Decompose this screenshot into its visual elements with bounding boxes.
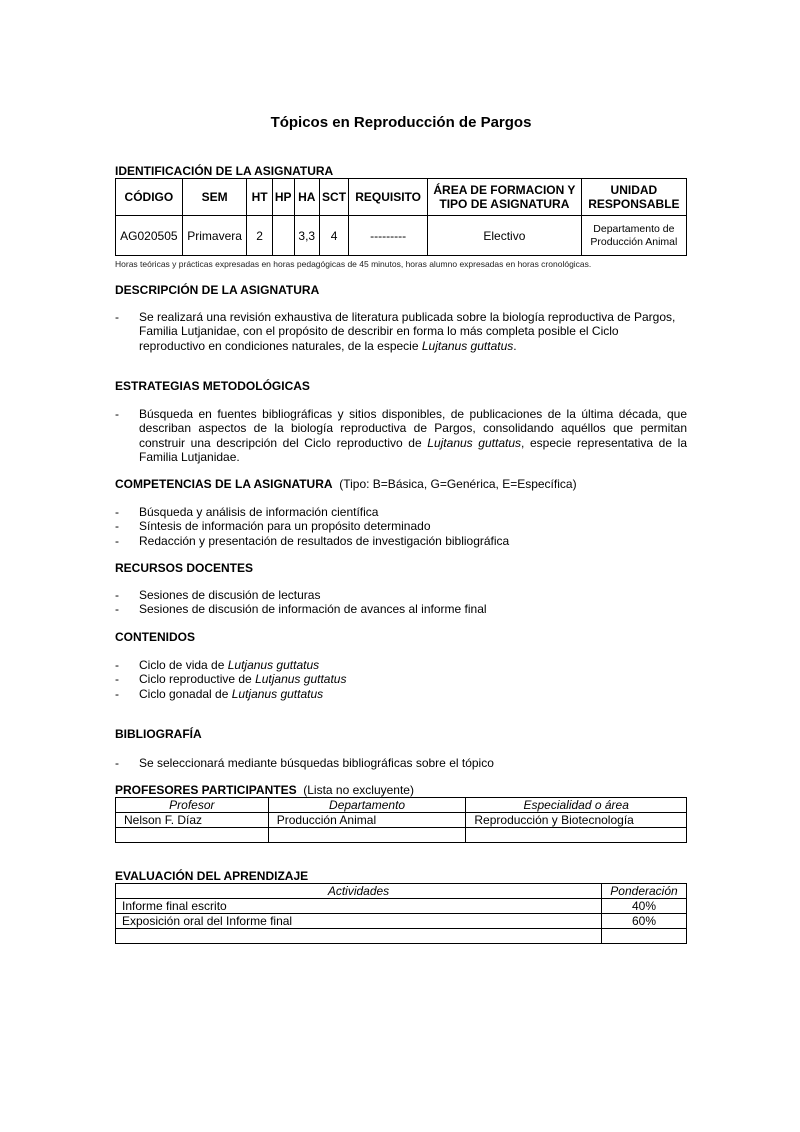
contenido-text: Ciclo gonadal de xyxy=(139,686,232,701)
dash-bullet: - xyxy=(115,658,119,672)
cell-profesor xyxy=(116,828,269,843)
cell-profesor: Nelson F. Díaz xyxy=(116,813,269,828)
table-row xyxy=(116,899,687,914)
bibliografia-heading: BIBLIOGRAFÍA xyxy=(115,727,202,741)
descripcion-end: . xyxy=(513,338,517,353)
descripcion-heading: DESCRIPCIÓN DE LA ASIGNATURA xyxy=(115,283,320,297)
competencia-text: Síntesis de información para un propósito determinado xyxy=(139,519,431,534)
header-departamento: Departamento xyxy=(268,798,466,813)
contenidos-heading: CONTENIDOS xyxy=(115,630,196,644)
header-sct: SCT xyxy=(319,179,348,216)
bibliografia-text: Se seleccionará mediante búsquedas bibliográficas sobre el tópico xyxy=(139,756,494,770)
header-codigo: CÓDIGO xyxy=(116,179,183,216)
header-profesor: Profesor xyxy=(116,798,269,813)
cell-ponderacion: 40% xyxy=(602,899,687,914)
header-hp: HP xyxy=(272,179,294,216)
header-actividades: Actividades xyxy=(116,884,602,899)
estrategias-list xyxy=(115,407,687,465)
competencias-note: (Tipo: B=Básica, G=Genérica, E=Específica) xyxy=(339,477,577,491)
cell-departamento: Producción Animal xyxy=(268,813,466,828)
competencia-text: Redacción y presentación de resultados de investigación bibliográfica xyxy=(139,533,510,548)
profesores-title: PROFESORES PARTICIPANTES xyxy=(115,783,297,797)
dash-bullet: - xyxy=(115,505,119,519)
list-item xyxy=(115,658,687,672)
cell-hp xyxy=(272,216,294,256)
recursos-list xyxy=(115,588,687,617)
cell-sem: Primavera xyxy=(182,216,247,256)
dash-bullet: - xyxy=(115,756,119,770)
recurso-text: Sesiones de discusión de lecturas xyxy=(139,588,321,602)
dash-bullet: - xyxy=(115,310,119,324)
species-name: Lutjanus guttatus xyxy=(255,672,347,687)
list-item xyxy=(115,588,687,602)
competencia-text: Búsqueda y análisis de información científica xyxy=(139,505,379,519)
estrategias-paragraph xyxy=(115,407,687,465)
profesores-table xyxy=(115,797,687,843)
page-title: Tópicos en Reproducción de Pargos xyxy=(270,114,532,131)
contenido-text: Ciclo de vida de xyxy=(139,658,228,672)
identificacion-table xyxy=(115,178,687,256)
cell-ponderacion xyxy=(602,929,687,944)
profesores-header-row xyxy=(116,798,687,813)
cell-sct: 4 xyxy=(319,216,348,256)
evaluacion-heading: EVALUACIÓN DEL APRENDIZAJE xyxy=(115,869,309,883)
competencias-list xyxy=(115,505,687,548)
bibliografia-list xyxy=(115,756,687,770)
list-item xyxy=(115,672,687,686)
estrategias-end: , especie representativa de la Familia Lutjanidae. xyxy=(139,435,688,465)
competencias-title: COMPETENCIAS DE LA ASIGNATURA xyxy=(115,477,333,491)
list-item xyxy=(115,756,687,770)
table-row xyxy=(116,813,687,828)
identificacion-heading: IDENTIFICACIÓN DE LA ASIGNATURA xyxy=(115,164,334,178)
cell-actividad xyxy=(116,929,602,944)
evaluacion-table xyxy=(115,883,687,944)
estrategias-text: Búsqueda en fuentes bibliográficas y sitios disponibles, de publicaciones de la última década, que describan aspectos de la biología reproductiva de Pargos, consolidando aquéllos que permitan construir una descripción del Ciclo reproductivo de xyxy=(139,407,687,450)
cell-requisito: --------- xyxy=(349,216,428,256)
cell-area-formacion: Electivo xyxy=(428,216,582,256)
profesores-heading xyxy=(115,783,414,797)
cell-ha: 3,3 xyxy=(294,216,319,256)
cell-codigo: AG020505 xyxy=(116,216,183,256)
descripcion-text: Se realizará una revisión exhaustiva de literatura publicada sobre la biología reproductiva de Pargos, Familia Lutjanidae, con el propósito de describir en forma lo más completa posible el Ciclo reproductivo en condiciones naturales, de la especie xyxy=(139,310,676,353)
dash-bullet: - xyxy=(115,672,119,687)
species-name: Lujtanus guttatus xyxy=(421,338,514,353)
list-item xyxy=(115,687,687,701)
dash-bullet: - xyxy=(115,407,119,421)
header-area-formacion: ÁREA DE FORMACION Y TIPO DE ASIGNATURA xyxy=(428,179,582,216)
list-item xyxy=(115,505,687,519)
species-name: Lutjanus guttatus xyxy=(227,658,320,672)
dash-bullet: - xyxy=(115,519,119,534)
competencias-heading xyxy=(115,477,577,491)
header-sem: SEM xyxy=(182,179,247,216)
header-ht: HT xyxy=(247,179,272,216)
cell-especialidad: Reproducción y Biotecnología xyxy=(466,813,687,828)
list-item xyxy=(115,534,687,548)
table-row xyxy=(116,929,687,944)
cell-ponderacion: 60% xyxy=(602,914,687,929)
descripcion-list xyxy=(115,310,687,353)
header-ponderacion: Ponderación xyxy=(602,884,687,899)
recurso-text: Sesiones de discusión de información de avances al informe final xyxy=(139,602,487,617)
header-requisito: REQUISITO xyxy=(349,179,428,216)
hours-footnote: Horas teóricas y prácticas expresadas en horas pedagógicas de 45 minutos, horas alumno expresadas en horas cronológicas. xyxy=(115,259,592,269)
table-row xyxy=(116,828,687,843)
profesores-note: (Lista no excluyente) xyxy=(303,783,414,797)
dash-bullet: - xyxy=(115,588,119,602)
identificacion-header-row xyxy=(116,179,687,216)
cell-actividad: Informe final escrito xyxy=(116,899,602,914)
species-name: Lujtanus guttatus xyxy=(427,435,522,450)
estrategias-heading: ESTRATEGIAS METODOLÓGICAS xyxy=(115,379,310,393)
contenido-text: Ciclo reproductive de xyxy=(139,672,256,687)
cell-actividad: Exposición oral del Informe final xyxy=(116,914,602,929)
identificacion-data-row xyxy=(116,216,687,256)
header-unidad-responsable: UNIDAD RESPONSABLE xyxy=(581,179,686,216)
cell-especialidad xyxy=(466,828,687,843)
header-ha: HA xyxy=(294,179,319,216)
dash-bullet: - xyxy=(115,686,119,701)
contenidos-list xyxy=(115,658,687,701)
descripcion-paragraph xyxy=(115,310,687,353)
recursos-heading: RECURSOS DOCENTES xyxy=(115,561,254,575)
cell-unidad-responsable: Departamento de Producción Animal xyxy=(581,216,686,256)
header-especialidad: Especialidad o área xyxy=(466,798,687,813)
dash-bullet: - xyxy=(115,533,119,548)
list-item xyxy=(115,602,687,616)
species-name: Lutjanus guttatus xyxy=(231,686,324,701)
evaluacion-header-row xyxy=(116,884,687,899)
list-item xyxy=(115,519,687,533)
cell-departamento xyxy=(268,828,466,843)
dash-bullet: - xyxy=(115,602,119,617)
table-row xyxy=(116,914,687,929)
cell-ht: 2 xyxy=(247,216,272,256)
